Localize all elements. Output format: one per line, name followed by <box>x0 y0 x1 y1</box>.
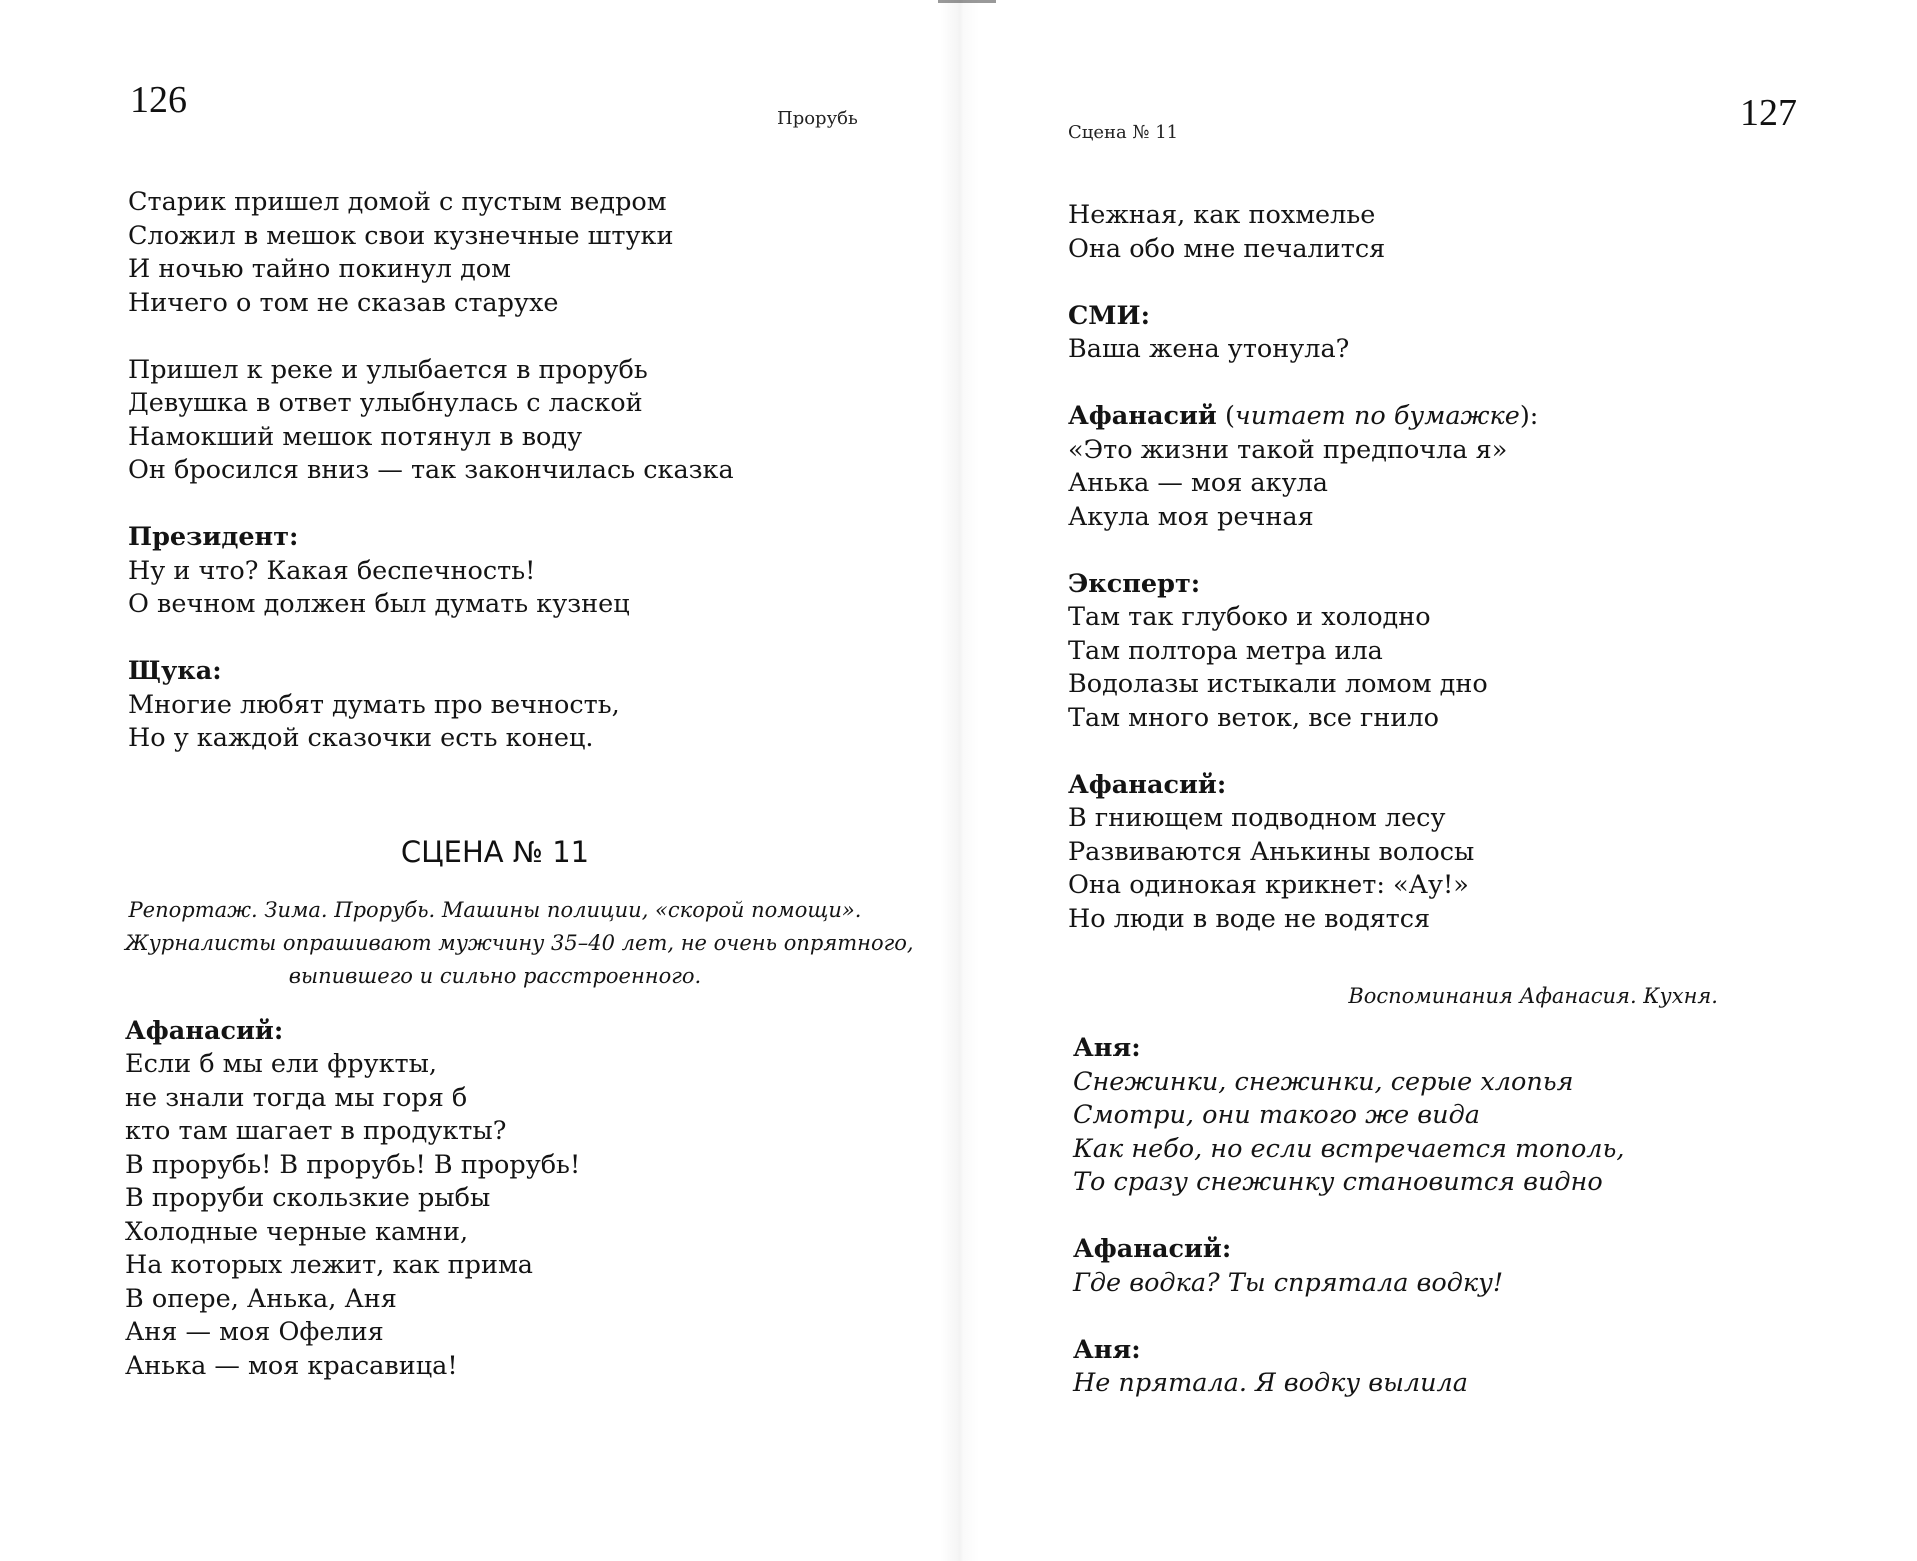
verse-line: И ночью тайно покинул дом <box>128 254 511 284</box>
speaker-name: Афанасий <box>1068 401 1217 431</box>
stanza-president <box>128 521 888 622</box>
speaker-name: Президент: <box>128 522 299 552</box>
stanza-afanasiy <box>125 1015 865 1384</box>
verse-line: Не прятала. Я водку вылила <box>1073 1368 1468 1398</box>
stanza-pike <box>128 655 888 756</box>
verse-line: Он бросился вниз — так закончилась сказка <box>128 455 734 485</box>
verse-line: Ваша жена утонула? <box>1068 334 1350 364</box>
verse-line: Аня — моя Офелия <box>125 1317 384 1347</box>
stanza-1 <box>128 186 888 320</box>
scene-block <box>125 835 914 1383</box>
page-number-right: 127 <box>1740 92 1797 134</box>
verse-line: В гниющем подводном лесу <box>1068 803 1446 833</box>
verse-line: Там так глубоко и холодно <box>1068 602 1431 632</box>
verse-line: Там полтора метра ила <box>1068 635 1383 666</box>
stage-direction <box>125 894 914 993</box>
verse-line: Намокший мешок потянул в воду <box>128 421 583 452</box>
right-stage-block <box>1068 980 1728 1035</box>
verse-line: Развиваются Анькины волосы <box>1068 836 1475 867</box>
speaker-name: Эксперт: <box>1068 568 1201 599</box>
verse-line: Ничего о том не сказав старухе <box>128 287 559 318</box>
verse-line: Акула моя речная <box>1068 501 1314 532</box>
verse-line: В проруби скользкие рыбы <box>125 1183 491 1213</box>
verse-line: кто там шагает в продукты? <box>125 1116 507 1146</box>
running-head-right: Сцена № 11 <box>1068 122 1179 143</box>
verse-line: В опере, Анька, Аня <box>125 1283 397 1314</box>
speaker-name: Аня: <box>1073 1334 1141 1365</box>
verse-line: Снежинки, снежинки, серые хлопья <box>1073 1066 1574 1097</box>
stage-direction-line: Журналисты опрашивают мужчину 35–40 лет, не очень опрятного, <box>125 930 914 955</box>
verse-line: Там много веток, все гнило <box>1068 702 1439 733</box>
running-head-left: Прорубь <box>777 108 858 129</box>
verse-line: Пришел к реке и улыбается в прорубь <box>128 354 648 385</box>
left-page <box>0 0 958 1561</box>
right-italic-column <box>1073 1032 1863 1401</box>
verse-line: Водолазы истыкали ломом дно <box>1068 669 1488 699</box>
verse-line: Многие любят думать про вечность, <box>128 689 620 720</box>
stanza-afanasiy-vodka <box>1073 1233 1863 1300</box>
stanza-media <box>1068 300 1858 367</box>
verse-line: Как небо, но если встречается тополь, <box>1073 1133 1625 1164</box>
verse-line: Нежная, как похмелье <box>1068 200 1376 230</box>
verse-line: Ну и что? Какая беспечность! <box>128 555 536 586</box>
verse-line: В прорубь! В прорубь! В прорубь! <box>125 1149 581 1180</box>
verse-line: Девушка в ответ улыбнулась с лаской <box>128 388 643 418</box>
speaker-note-open: ( <box>1216 401 1235 431</box>
verse-line: Анька — моя красавица! <box>125 1350 458 1381</box>
verse-line: То сразу снежинку становится видно <box>1073 1167 1603 1197</box>
stage-direction-line: выпившего и сильно расстроенного. <box>288 963 702 988</box>
speaker-note: читает по бумажке <box>1234 401 1520 431</box>
verse-line: Она одинокая крикнет: «Ау!» <box>1068 870 1469 900</box>
verse-line: Холодные черные камни, <box>125 1216 469 1247</box>
verse-line: Но у каждой сказочки есть конец. <box>128 723 594 753</box>
verse-line: О вечном должен был думать кузнец <box>128 589 630 619</box>
stanza-afanasiy-reads <box>1068 400 1858 534</box>
verse-line: не знали тогда мы горя б <box>125 1082 468 1113</box>
stanza-2 <box>128 354 888 488</box>
speaker-name: Щука: <box>128 656 222 686</box>
speaker-name: Аня: <box>1073 1033 1141 1063</box>
speaker-name: Афанасий: <box>1068 769 1227 800</box>
stage-direction-kitchen: Воспоминания Афанасия. Кухня. <box>1348 984 1718 1008</box>
verse-line: Если б мы ели фрукты, <box>125 1049 438 1079</box>
verse-line: «Это жизни такой предпочла я» <box>1068 434 1508 465</box>
verse-line: На которых лежит, как прима <box>125 1250 533 1280</box>
stanza-expert <box>1068 568 1858 736</box>
verse-line: Старик пришел домой с пустым ведром <box>128 187 667 217</box>
speaker-name: Афанасий: <box>125 1015 284 1046</box>
speaker-name: Афанасий: <box>1073 1234 1232 1264</box>
scene-title: СЦЕНА № 11 <box>400 835 590 869</box>
verse-line: Но люди в воде не водятся <box>1068 903 1431 934</box>
verse-line: Где водка? Ты спрятала водку! <box>1073 1267 1504 1298</box>
speaker-with-note <box>1068 400 1858 434</box>
verse-line: Смотри, они такого же вида <box>1073 1100 1480 1130</box>
right-text-column <box>1068 199 1858 970</box>
verse-line: Анька — моя акула <box>1068 468 1328 498</box>
left-text-column <box>128 186 888 756</box>
stage-direction-line: Репортаж. Зима. Прорубь. Машины полиции, «скорой помощи». <box>128 897 862 922</box>
stanza-afanasiy-forest <box>1068 769 1858 937</box>
verse-line: Сложил в мешок свои кузнечные штуки <box>128 220 674 251</box>
speaker-note-close: ): <box>1519 401 1539 431</box>
right-page <box>958 0 1917 1561</box>
verse-line: Она обо мне печалится <box>1068 233 1386 264</box>
speaker-name: СМИ: <box>1068 300 1151 331</box>
stanza-anya-snow <box>1073 1032 1863 1200</box>
page-number-left: 126 <box>130 79 187 121</box>
stanza-anya-vodka <box>1073 1334 1863 1401</box>
stanza-tender <box>1068 199 1858 266</box>
